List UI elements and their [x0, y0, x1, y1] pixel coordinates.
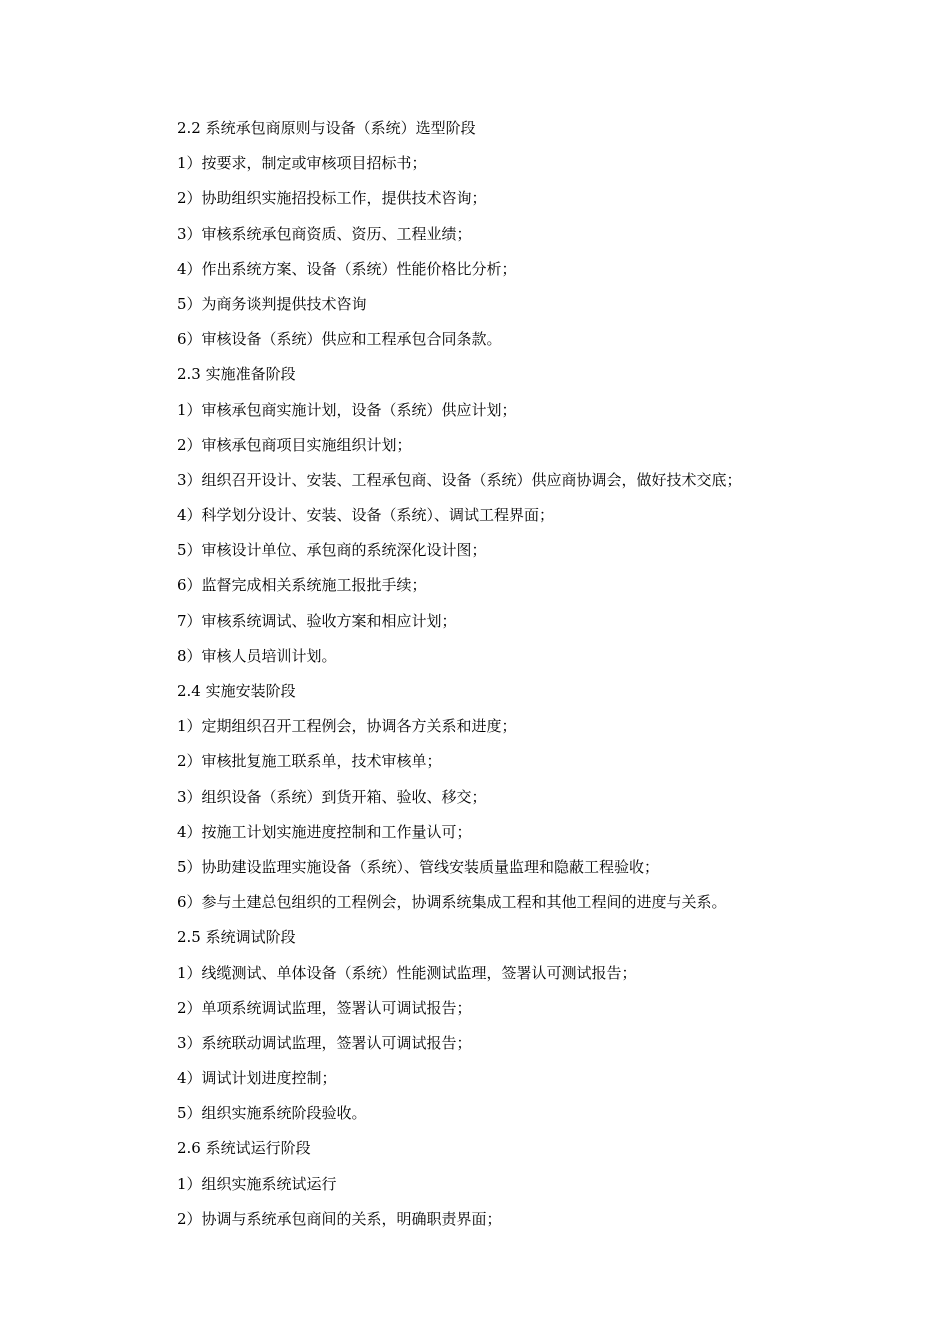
- list-item: 2）审核承包商项目实施组织计划；: [177, 435, 412, 454]
- list-item: 1）审核承包商实施计划，设备（系统）供应计划；: [177, 400, 517, 419]
- list-item: 2）审核批复施工联系单，技术审核单；: [177, 752, 442, 771]
- section-heading-2-4: 2.4 实施安装阶段: [177, 682, 296, 700]
- list-item: 5）为商务谈判提供技术咨询: [177, 294, 367, 313]
- list-item: 4）调试计划进度控制；: [177, 1069, 337, 1088]
- list-item: 5）审核设计单位、承包商的系统深化设计图；: [177, 541, 487, 560]
- section-heading-2-3: 2.3 实施准备阶段: [177, 365, 296, 384]
- list-item: 3）组织设备（系统）到货开箱、验收、移交；: [177, 787, 487, 806]
- section-heading-2-5: 2.5 系统调试阶段: [177, 928, 296, 947]
- list-item: 7）审核系统调试、验收方案和相应计划；: [177, 611, 457, 630]
- section-heading-2-2: 2.2 系统承包商原则与设备（系统）选型阶段: [177, 119, 476, 137]
- list-item: 6）监督完成相关系统施工报批手续；: [177, 576, 427, 595]
- document-body: [177, 116, 857, 1242]
- list-item: 1）组织实施系统试运行: [177, 1174, 337, 1193]
- list-item: 4）科学划分设计、安装、设备（系统）、调试工程界面；: [177, 506, 555, 525]
- list-item: 5）协助建设监理实施设备（系统）、管线安装质量监理和隐蔽工程验收；: [177, 857, 660, 876]
- list-item: 3）系统联动调试监理，签署认可调试报告；: [177, 1033, 472, 1052]
- list-item: 6）参与土建总包组织的工程例会，协调系统集成工程和其他工程间的进度与关系。: [177, 893, 727, 912]
- list-item: 6）审核设备（系统）供应和工程承包合同条款。: [177, 330, 502, 349]
- list-item: 2）单项系统调试监理，签署认可调试报告；: [177, 998, 472, 1017]
- list-item: 3）审核系统承包商资质、资历、工程业绩；: [177, 224, 472, 243]
- list-item: 8）审核人员培训计划。: [177, 646, 337, 665]
- list-item: 4）作出系统方案、设备（系统）性能价格比分析；: [177, 259, 517, 278]
- list-item: 2）协助组织实施招投标工作，提供技术咨询；: [177, 189, 487, 208]
- list-item: 1）定期组织召开工程例会，协调各方关系和进度；: [177, 717, 517, 736]
- section-heading-2-6: 2.6 系统试运行阶段: [177, 1139, 311, 1158]
- list-item: 4）按施工计划实施进度控制和工作量认可；: [177, 822, 472, 841]
- list-item: 3）组织召开设计、安装、工程承包商、设备（系统）供应商协调会，做好技术交底；: [177, 470, 742, 489]
- list-item: 5）组织实施系统阶段验收。: [177, 1104, 367, 1123]
- list-item: 1）按要求，制定或审核项目招标书；: [177, 154, 427, 173]
- list-item: 1）线缆测试、单体设备（系统）性能测试监理，签署认可测试报告；: [177, 963, 637, 982]
- list-item: 2）协调与系统承包商间的关系，明确职责界面；: [177, 1209, 502, 1228]
